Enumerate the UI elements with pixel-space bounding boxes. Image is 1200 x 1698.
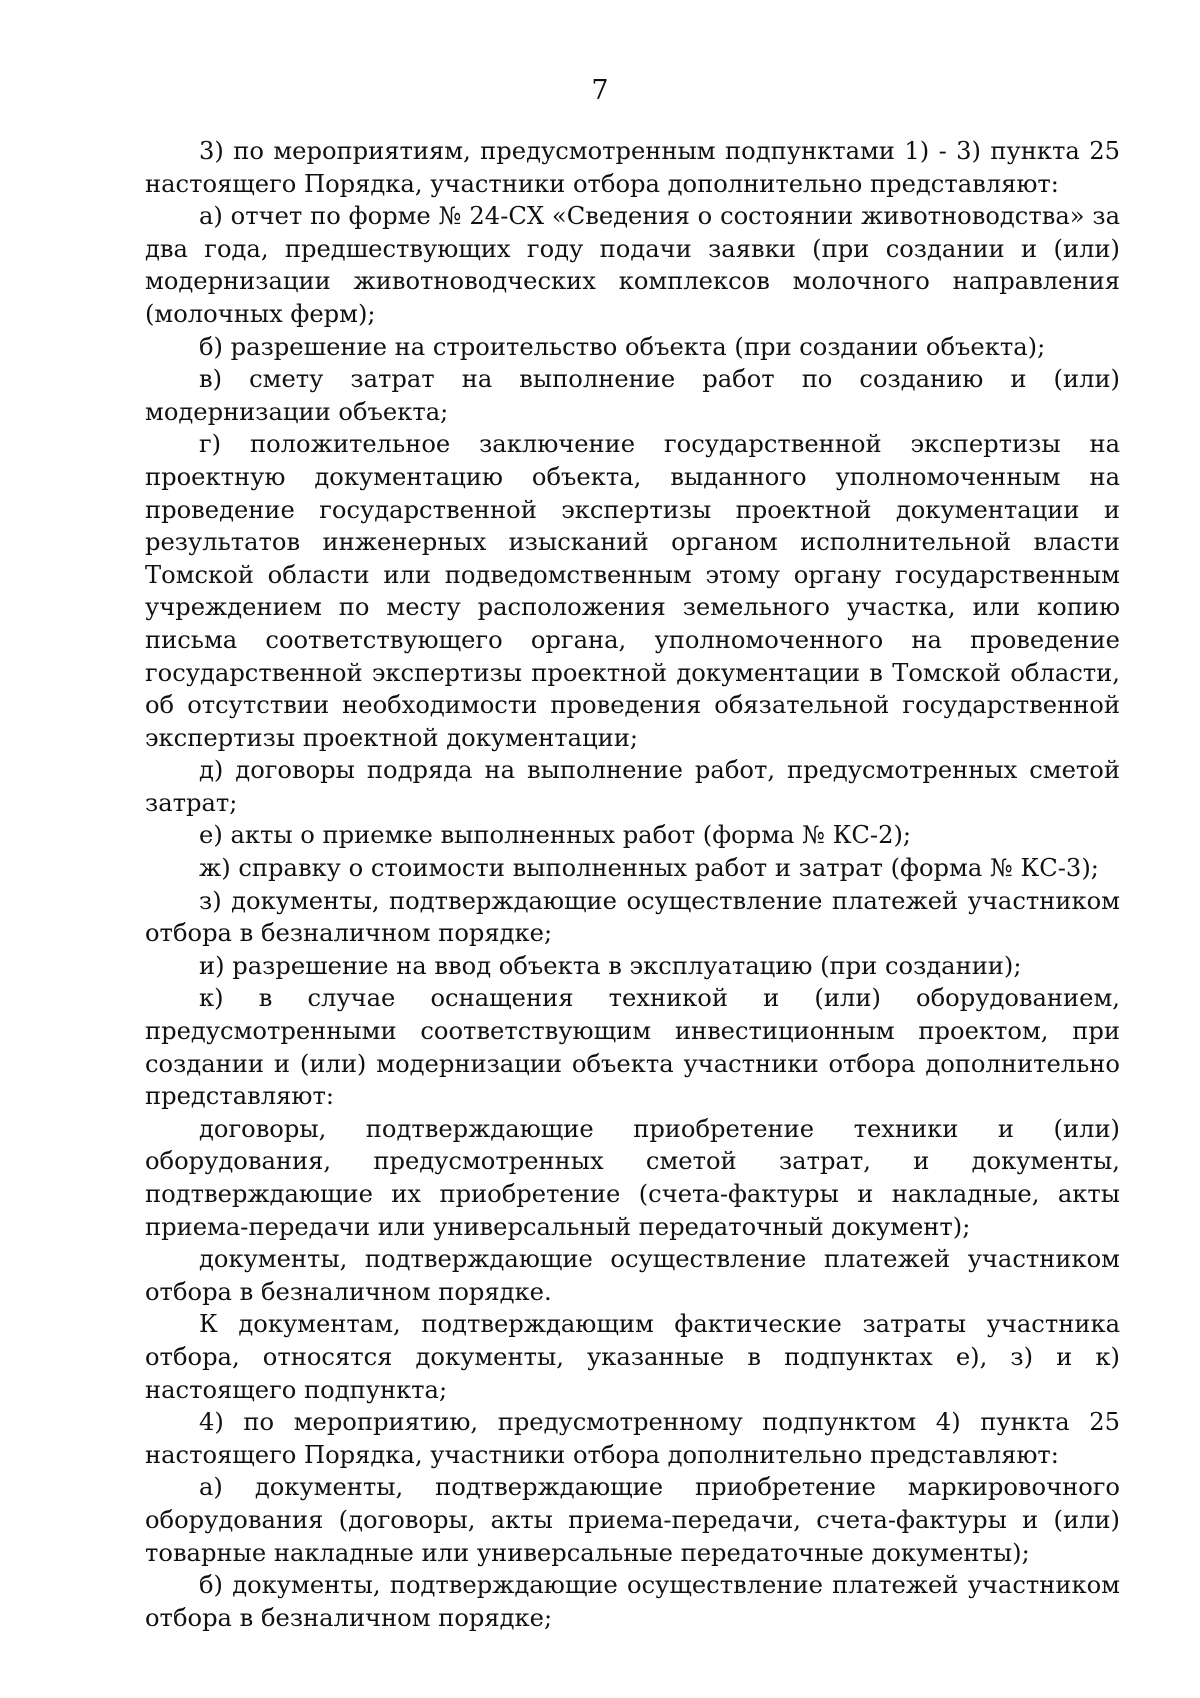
paragraph-item-4-subitem-a: а) документы, подтверждающие приобретение маркировочного оборудования (договоры, акты приема-передачи, счета-фактуры и (или) товарные накладные или универсальные передаточные документы);	[145, 1473, 1120, 1567]
paragraph-subitem-e: е) акты о приемке выполненных работ (форма № КС-2);	[199, 821, 912, 850]
paragraph-subitem-d: д) договоры подряда на выполнение работ, предусмотренных сметой затрат;	[145, 756, 1120, 817]
paragraph-subitem-a: а) отчет по форме № 24-СХ «Сведения о состоянии животноводства» за два года, предшествующих году подачи заявки (при создании и (или) модернизации животноводческих комплексов молочного направления (молочных ферм);	[145, 202, 1120, 328]
paragraph-subitem-i: и) разрешение на ввод объекта в эксплуатацию (при создании);	[199, 951, 1022, 980]
document-body	[145, 135, 1120, 1634]
paragraph-subitem-z: з) документы, подтверждающие осуществление платежей участником отбора в безналичном порядке;	[145, 886, 1120, 948]
paragraph-subitem-k: к) в случае оснащения техникой и (или) оборудованием, предусмотренными соответствующим инвестиционным проектом, при создании и (или) модернизации объекта участники отбора дополнительно представляют:	[145, 984, 1120, 1111]
paragraph-item-4: 4) по мероприятию, предусмотренному подпунктом 4) пункта 25 настоящего Порядка, участники отбора дополнительно представляют:	[145, 1408, 1120, 1469]
page-number: 7	[591, 75, 609, 106]
paragraph-item-4-subitem-b: б) документы, подтверждающие осуществление платежей участником отбора в безналичном порядке;	[145, 1571, 1120, 1632]
paragraph-subitem-v: в) смету затрат на выполнение работ по созданию и (или) модернизации объекта;	[145, 365, 1120, 426]
paragraph-subitem-zh: ж) справку о стоимости выполненных работ и затрат (форма № КС-3);	[199, 854, 1099, 883]
paragraph-item-3: 3) по мероприятиям, предусмотренным подпунктами 1) - 3) пункта 25 настоящего Порядка, участники отбора дополнительно представляют:	[145, 137, 1120, 198]
paragraph-subitem-g: г) положительное заключение государственной экспертизы на проектную документацию объекта, выданного уполномоченным на проведение государственной экспертизы проектной документации и результатов инженерных изысканий органом исполнительной власти Томской области или подведомственным этому органу государственным учреждением по месту расположения земельного участка, или копию письма соответствующего органа, уполномоченного на проведение государственной экспертизы проектной документации в Томской области, об отсутствии необходимости проведения обязательной государственной экспертизы проектной документации;	[145, 430, 1120, 752]
paragraph-contracts: договоры, подтверждающие приобретение техники и (или) оборудования, предусмотренных сметой затрат, и документы, подтверждающие их приобретение (счета-фактуры и накладные, акты приема-передачи или универсальный передаточный документ);	[145, 1114, 1120, 1241]
paragraph-actual-costs: К документам, подтверждающим фактические затраты участника отбора, относятся документы, указанные в подпунктах е), з) и к) настоящего подпункта;	[145, 1310, 1120, 1404]
paragraph-payments: документы, подтверждающие осуществление платежей участником отбора в безналичном порядке.	[145, 1245, 1120, 1306]
paragraph-subitem-b: б) разрешение на строительство объекта (при создании объекта);	[199, 332, 1046, 361]
